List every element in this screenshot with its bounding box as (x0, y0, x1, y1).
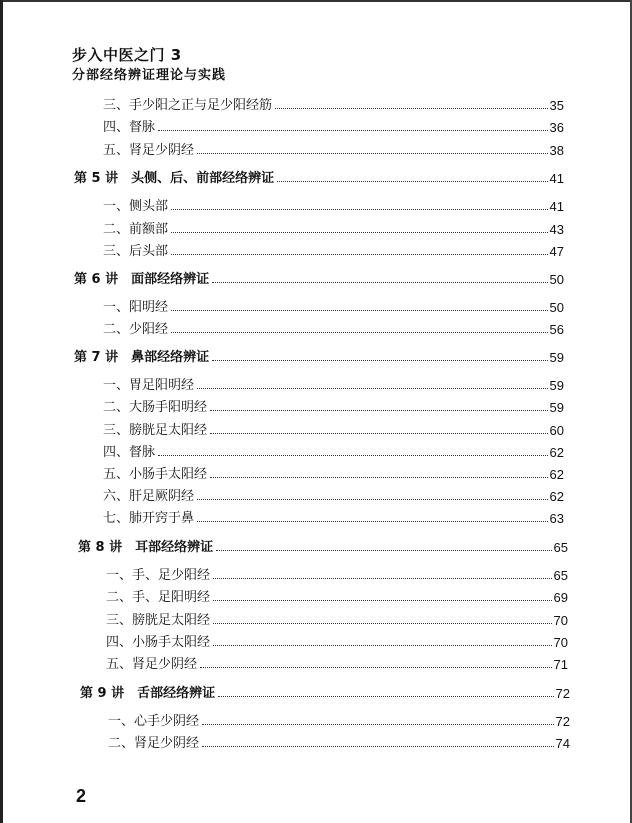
toc-entry[interactable] (103, 486, 564, 504)
toc-entry[interactable] (103, 420, 564, 438)
toc-entry[interactable] (103, 95, 564, 113)
toc-entry-title: 一、心手少阴经 (108, 714, 200, 729)
toc-entry[interactable] (103, 196, 564, 214)
toc-leader-dots (277, 181, 547, 182)
toc-leader-dots (158, 455, 548, 456)
toc-leader-dots (213, 578, 552, 579)
toc-entry-title: 四、督脉 (103, 120, 156, 135)
toc-chapter-title: 第 9 讲 舌部经络辨证 (80, 686, 216, 701)
toc-leader-dots (213, 645, 552, 646)
toc-entry-page: 70 (553, 635, 568, 650)
toc-entry[interactable] (103, 375, 564, 393)
toc-entry-page: 59 (549, 378, 564, 393)
toc-entry-title: 一、侧头部 (103, 199, 169, 214)
toc-chapter-page: 41 (549, 171, 564, 186)
toc-entry-page: 72 (555, 714, 570, 729)
toc-entry[interactable] (106, 610, 568, 628)
toc-entry-page: 41 (549, 199, 564, 214)
toc-entry-page: 56 (549, 322, 564, 337)
toc-leader-dots (171, 209, 548, 210)
toc-entry[interactable] (103, 464, 564, 482)
toc-leader-dots (171, 232, 548, 233)
toc-entry-page: 71 (553, 657, 568, 672)
toc-leader-dots (213, 600, 552, 601)
toc-leader-dots (213, 623, 552, 624)
toc-entry[interactable] (103, 319, 564, 337)
toc-entry[interactable] (103, 297, 564, 315)
toc-entry-title: 一、阳明经 (103, 300, 169, 315)
toc-entry-page: 59 (549, 400, 564, 415)
toc-entry-title: 三、手少阳之正与足少阳经筋 (103, 98, 273, 113)
toc-entry-page: 60 (549, 423, 564, 438)
toc-entry-title: 五、肾足少阴经 (103, 143, 195, 158)
toc-chapter-title: 第 7 讲 鼻部经络辨证 (74, 350, 210, 365)
toc-chapter-title: 第 8 讲 耳部经络辨证 (78, 540, 214, 555)
toc-entry-page: 65 (553, 568, 568, 583)
toc-chapter-title: 第 5 讲 头侧、后、前部经络辨证 (74, 171, 275, 186)
toc-chapter[interactable] (74, 168, 564, 186)
toc-entry[interactable] (106, 587, 568, 605)
toc-chapter[interactable] (80, 683, 570, 701)
toc-leader-dots (210, 410, 548, 411)
toc-entry-page: 62 (549, 489, 564, 504)
toc-entry-page: 47 (549, 244, 564, 259)
running-header-subtitle: 分部经络辨证理论与实践 (72, 68, 227, 83)
toc-entry-title: 二、大肠手阳明经 (103, 400, 208, 415)
toc-chapter-page: 65 (553, 540, 568, 555)
toc-entry-page: 38 (549, 143, 564, 158)
toc-entry-title: 六、肝足厥阴经 (103, 489, 195, 504)
toc-entry-title: 四、小肠手太阳经 (106, 635, 211, 650)
toc-entry[interactable] (108, 711, 570, 729)
toc-entry[interactable] (103, 219, 564, 237)
toc-entry-page: 50 (549, 300, 564, 315)
toc-chapter-page: 72 (555, 686, 570, 701)
toc-entry[interactable] (106, 654, 568, 672)
toc-entry-title: 三、膀胱足太阳经 (106, 613, 211, 628)
toc-entry[interactable] (106, 565, 568, 583)
toc-entry-title: 三、后头部 (103, 244, 169, 259)
toc-entry-page: 62 (549, 445, 564, 460)
toc-leader-dots (200, 667, 552, 668)
toc-entry[interactable] (103, 442, 564, 460)
toc-leader-dots (216, 550, 551, 551)
toc-entry-page: 35 (549, 98, 564, 113)
toc-entry-page: 43 (549, 222, 564, 237)
running-header-title: 步入中医之门 3 (72, 46, 182, 64)
page-number: 2 (76, 786, 87, 806)
toc-entry-page: 74 (555, 736, 570, 751)
toc-leader-dots (197, 521, 548, 522)
toc-entry-page: 70 (553, 613, 568, 628)
toc-leader-dots (210, 477, 548, 478)
toc-entry-title: 二、肾足少阴经 (108, 736, 200, 751)
toc-chapter[interactable] (74, 269, 564, 287)
toc-leader-dots (212, 282, 547, 283)
toc-leader-dots (210, 433, 548, 434)
toc-entry[interactable] (103, 508, 564, 526)
toc-entry-page: 69 (553, 590, 568, 605)
toc-entry-title: 七、肺开窍于鼻 (103, 511, 195, 526)
page-border-left (0, 0, 3, 823)
toc-entry[interactable] (103, 241, 564, 259)
toc-chapter[interactable] (74, 347, 564, 365)
toc-leader-dots (202, 724, 554, 725)
toc-entry[interactable] (103, 140, 564, 158)
toc-leader-dots (171, 310, 548, 311)
toc-leader-dots (158, 130, 548, 131)
toc-chapter[interactable] (78, 537, 568, 555)
toc-leader-dots (171, 254, 548, 255)
toc-entry-title: 一、胃足阳明经 (103, 378, 195, 393)
toc-leader-dots (275, 108, 548, 109)
toc-leader-dots (218, 696, 553, 697)
toc-entry-page: 63 (549, 511, 564, 526)
toc-leader-dots (212, 360, 547, 361)
toc-leader-dots (197, 153, 548, 154)
toc-entry-title: 二、前额部 (103, 222, 169, 237)
toc-entry[interactable] (103, 117, 564, 135)
toc-entry-title: 四、督脉 (103, 445, 156, 460)
toc-chapter-page: 59 (549, 350, 564, 365)
toc-entry[interactable] (106, 632, 568, 650)
toc-entry-page: 36 (549, 120, 564, 135)
toc-entry-title: 一、手、足少阳经 (106, 568, 211, 583)
toc-entry-title: 二、少阳经 (103, 322, 169, 337)
toc-entry[interactable] (103, 397, 564, 415)
toc-entry-page: 62 (549, 467, 564, 482)
toc-entry-title: 五、小肠手太阳经 (103, 467, 208, 482)
page-border-top (0, 0, 632, 2)
toc-entry-title: 三、膀胱足太阳经 (103, 423, 208, 438)
toc-leader-dots (202, 746, 554, 747)
toc-entry-title: 五、肾足少阴经 (106, 657, 198, 672)
toc-leader-dots (197, 388, 548, 389)
toc-entry[interactable] (108, 733, 570, 751)
toc-leader-dots (197, 499, 548, 500)
toc-entry-title: 二、手、足阳明经 (106, 590, 211, 605)
toc-leader-dots (171, 332, 548, 333)
toc-chapter-page: 50 (549, 272, 564, 287)
toc-chapter-title: 第 6 讲 面部经络辨证 (74, 272, 210, 287)
